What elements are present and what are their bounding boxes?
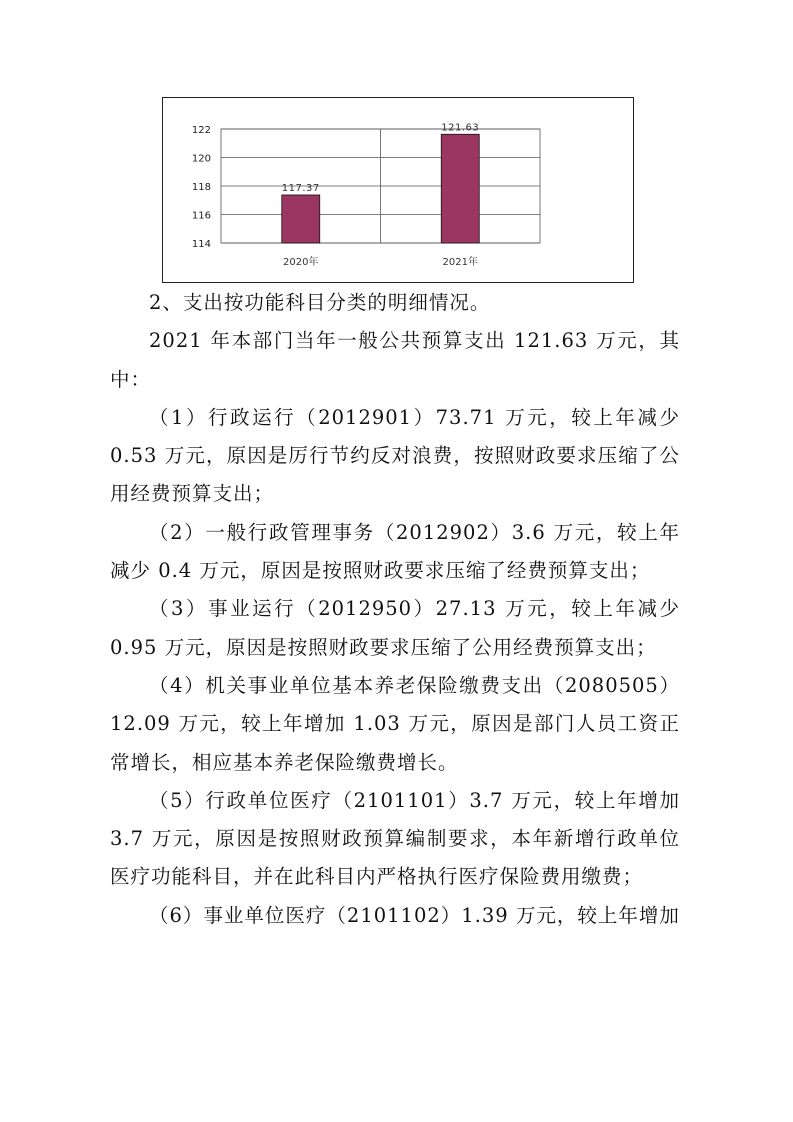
data-label-1: 121.63 xyxy=(441,122,480,134)
item-institution-medical: （6）事业单位医疗（2101102）1.39 万元，较上年增加 xyxy=(149,903,680,927)
x-tick-label-0: 2020年 xyxy=(283,257,319,268)
data-label-0: 117.37 xyxy=(281,182,320,194)
y-tick-label: 118 xyxy=(191,182,211,193)
budget-bar-chart xyxy=(162,97,634,283)
y-tick-label: 120 xyxy=(191,153,211,165)
bar-1 xyxy=(441,134,479,243)
chart-svg xyxy=(163,98,633,282)
item-administrative-operation: （1）行政运行（2012901）73.71 万元，较上年减少 0.53 万元，原因是厉行节约反对浪费，按照财政要求压缩了公用经费预算支出； xyxy=(110,405,680,506)
item-institution-operation: （3）事业运行（2012950）27.13 万元，较上年减少 0.95 万元，原因是按照财政要求压缩了公用经费预算支出； xyxy=(110,597,680,659)
section-heading: 2、支出按功能科目分类的明细情况。 xyxy=(149,291,491,314)
item-general-admin-affairs: （2）一般行政管理事务（2012902）3.6 万元，较上年减少 0.4 万元，原因是按照财政要求压缩了经费预算支出； xyxy=(110,520,680,583)
bar-0 xyxy=(282,195,320,243)
item-admin-unit-medical: （5）行政单位医疗（2101101）3.7 万元，较上年增加 3.7 万元，原因是按照财政预算编制要求，本年新增行政单位医疗功能科目，并在此科目内严格执行医疗保险费用缴费； xyxy=(110,788,680,889)
y-tick-label: 114 xyxy=(191,239,211,250)
y-tick-label: 122 xyxy=(191,125,211,136)
y-tick-label: 116 xyxy=(191,210,211,222)
document-body xyxy=(110,284,680,935)
x-tick-label-1: 2021年 xyxy=(442,257,478,268)
item-pension-insurance: （4）机关事业单位基本养老保险缴费支出（2080505）12.09 万元，较上年增加 1.03 万元，原因是部门人员工资正常增长，相应基本养老保险缴费增长。 xyxy=(110,673,680,774)
expenditure-intro: 2021 年本部门当年一般公共预算支出 121.63 万元，其中： xyxy=(110,329,680,391)
